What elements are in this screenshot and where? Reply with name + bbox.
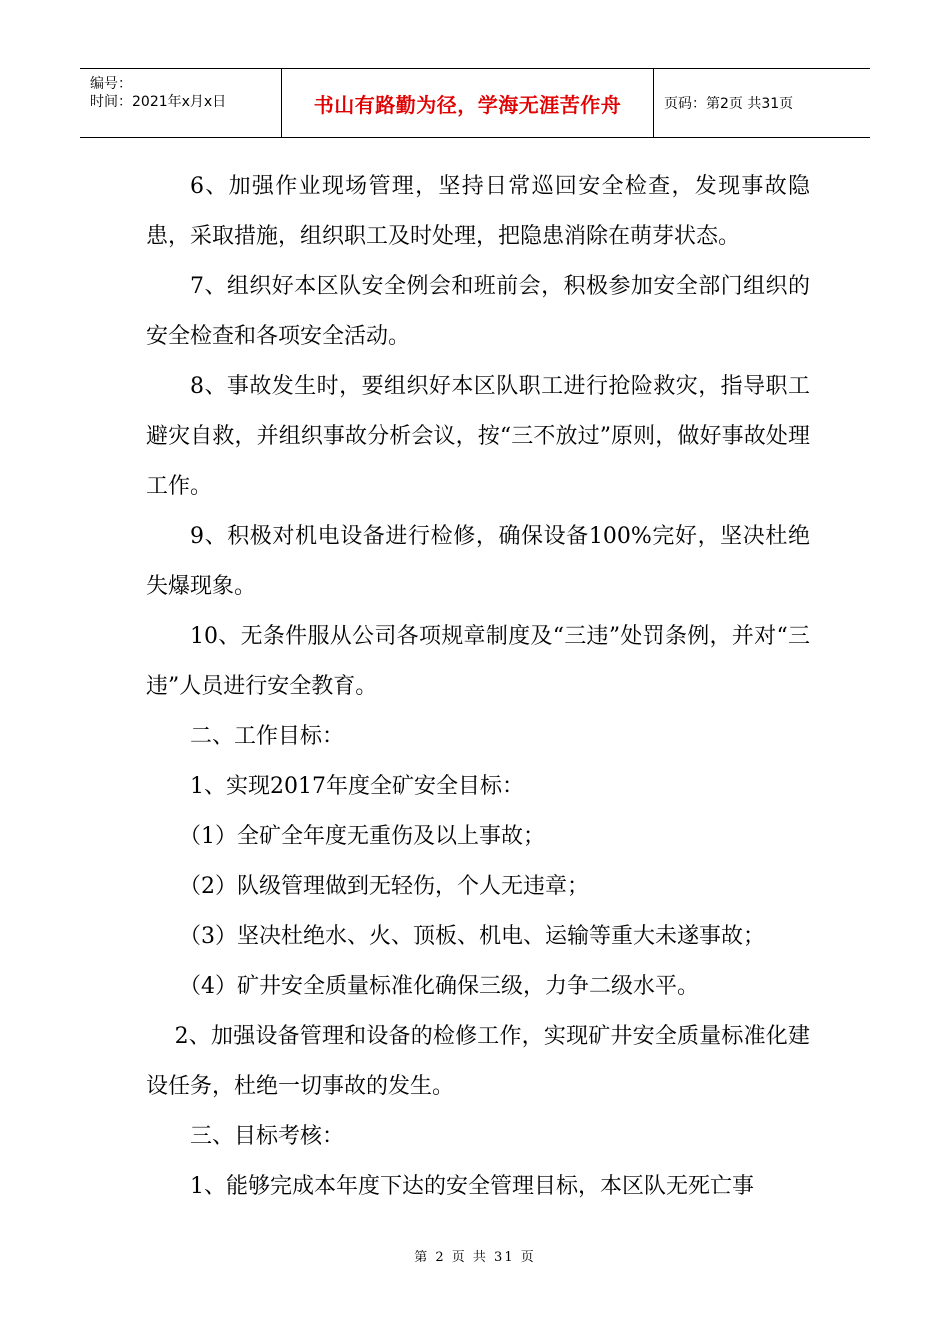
header-motto-cell bbox=[282, 69, 654, 137]
section-heading: 二、工作目标： bbox=[190, 724, 345, 749]
paragraph: 1、能够完成本年度下达的安全管理目标，本区队无死亡事 bbox=[190, 1174, 754, 1199]
paragraph: 10、无条件服从公司各项规章制度及“三违”处罚条例，并对“三违”人员进行安全教育。 bbox=[146, 624, 810, 699]
paragraph: 2、加强设备管理和设备的检修工作，实现矿井安全质量标准化建设任务，杜绝一切事故的发生。 bbox=[146, 1024, 810, 1099]
paragraph: 7、组织好本区队安全例会和班前会，积极参加安全部门组织的安全检查和各项安全活动。 bbox=[146, 274, 810, 349]
paragraph: 6、加强作业现场管理，坚持日常巡回安全检查，发现事故隐患，采取措施，组织职工及时处理，把隐患消除在萌芽状态。 bbox=[146, 174, 810, 249]
list-item: （2）队级管理做到无轻伤，个人无违章； bbox=[179, 874, 589, 899]
document-date-label: 时间：2021年x月x日 bbox=[90, 94, 227, 110]
page-footer: 第 2 页 共 31 页 bbox=[414, 1250, 536, 1265]
document-body bbox=[146, 162, 810, 1212]
header-page-number: 页码：第2页 共31页 bbox=[664, 96, 794, 112]
document-number-label: 编号： bbox=[90, 76, 132, 92]
header-meta bbox=[80, 69, 282, 137]
section-heading: 三、目标考核： bbox=[190, 1124, 345, 1149]
paragraph: 1、实现2017年度全矿安全目标： bbox=[190, 774, 524, 799]
header-page-cell bbox=[654, 69, 870, 137]
header-motto: 书山有路勤为径，学海无涯苦作舟 bbox=[313, 92, 622, 117]
paragraph: 8、事故发生时，要组织好本区队职工进行抢险救灾，指导职工避灾自救，并组织事故分析会议，按“三不放过”原则，做好事故处理工作。 bbox=[146, 374, 810, 499]
paragraph: 9、积极对机电设备进行检修，确保设备100%完好，坚决杜绝失爆现象。 bbox=[146, 524, 810, 599]
page-header bbox=[80, 68, 870, 138]
list-item: （1）全矿全年度无重伤及以上事故； bbox=[179, 824, 545, 849]
list-item: （4）矿井安全质量标准化确保三级，力争二级水平。 bbox=[179, 974, 699, 999]
list-item: （3）坚决杜绝水、火、顶板、机电、运输等重大未遂事故； bbox=[179, 924, 765, 949]
